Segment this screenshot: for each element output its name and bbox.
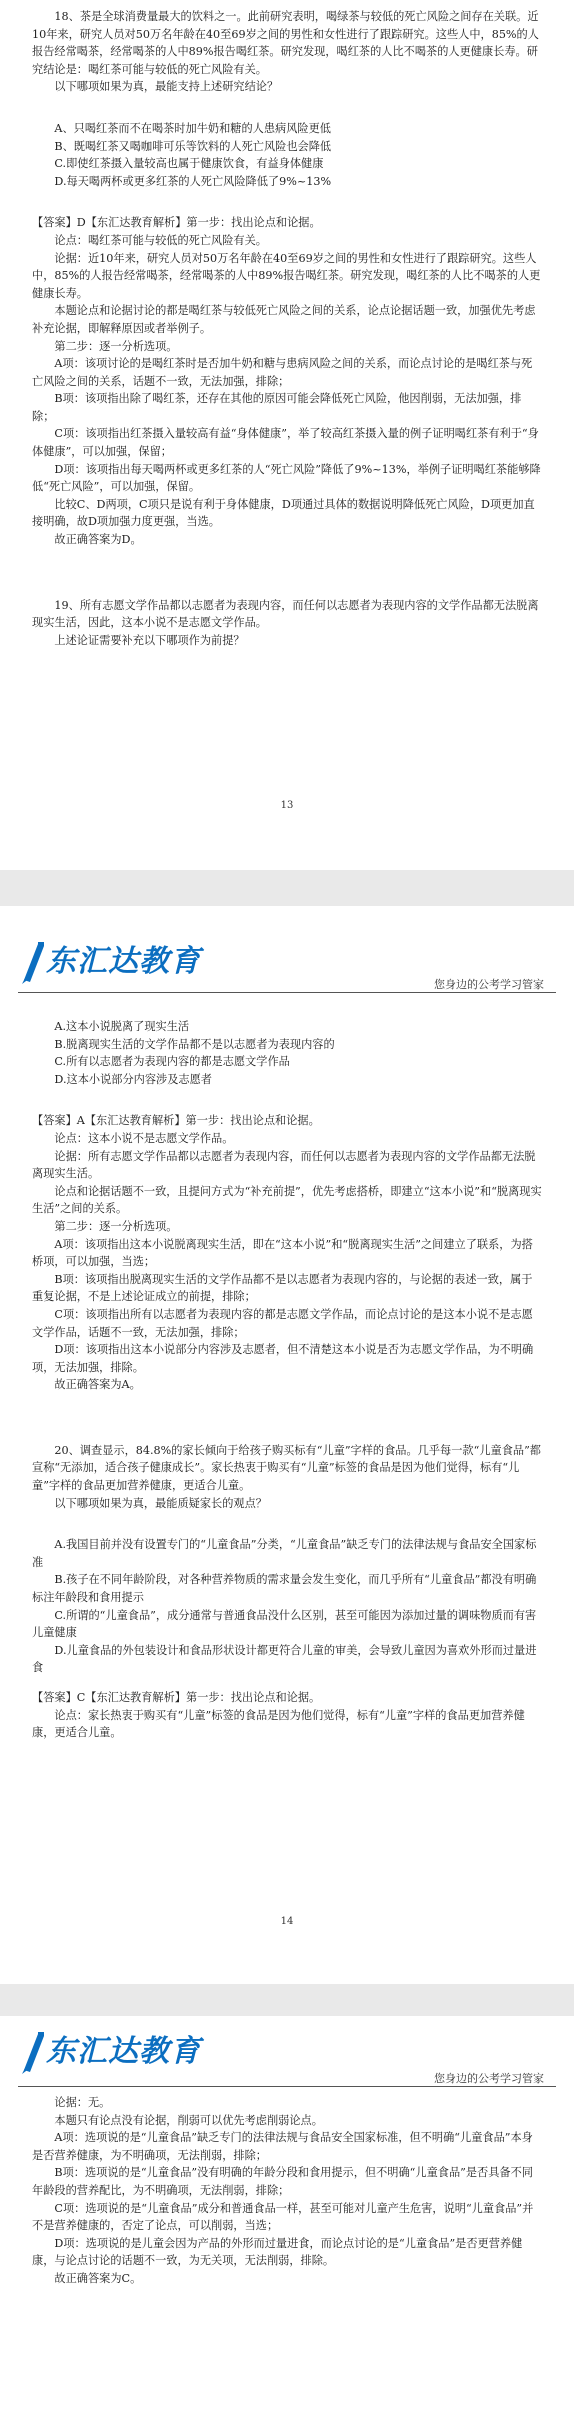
q18-option-a: A、只喝红茶而不在喝茶时加牛奶和糖的人患病风险更低 bbox=[54, 121, 331, 135]
pen-logo-icon bbox=[18, 940, 48, 984]
q19-answer-line: C项：该项指出所有以志愿者为表现内容的都是志愿文学作品，而论点讨论的是这本小说不是志愿文学作品，话题不一致，无法加强，排除； bbox=[32, 1307, 533, 1339]
q20-answer-header: 【答案】C【东汇达教育解析】第一步：找出论点和论据。 bbox=[32, 1691, 321, 1704]
q19-answer-header: 【答案】A【东汇达教育解析】第一步：找出论点和论据。 bbox=[32, 1114, 320, 1128]
q18-question: 以下哪项如果为真，最能支持上述研究结论？ bbox=[54, 80, 279, 94]
q20-option-c: C.所谓的“儿童食品”，成分通常与普通食品没什么区别，甚至可能因为添加过量的调味物质而有害儿童健康 bbox=[32, 1608, 537, 1640]
q20-answer-line: 本题只有论点没有论据，削弱可以优先考虑削弱论点。 bbox=[54, 2113, 323, 2127]
q20-answer-line: 故正确答案为C。 bbox=[54, 2271, 142, 2285]
q20-answer-line: A项：选项说的是“儿童食品”缺乏专门的法律法规与食品安全国家标准，但不明确“儿童食品”本身是否营养健康，为不明确项，无法削弱，排除； bbox=[32, 2131, 533, 2162]
q19-answer-line: 第二步：逐一分析选项。 bbox=[54, 1219, 178, 1233]
q19-option-b: B.脱离现实生活的文学作品都不是以志愿者为表现内容的 bbox=[54, 1037, 335, 1051]
brand-logo bbox=[18, 2030, 248, 2074]
q20-stem: 20、调查显示，84.8%的家长倾向于给孩子购买标有“儿童”字样的食品。几乎每一款“儿童食品”都宣称“无添加，适合孩子健康成长”。家长热衷于购买有“儿童”标签的食品是因为他们觉得，标有“儿童”字样的食品更加营养健康，更适合儿童。 bbox=[32, 1443, 541, 1493]
q18-option-c: C.即使红茶摄入量较高也属于健康饮食，有益身体健康 bbox=[54, 157, 324, 171]
q19-answer-line: 论点和论据话题不一致，且提问方式为“补充前提”，优先考虑搭桥，即建立“这本小说”和“脱离现实生活”之间的关系。 bbox=[32, 1184, 542, 1216]
q18-answer-line: 论据：近10年来，研究人员对50万名年龄在40至69岁之间的男性和女性进行了跟踪研究。这些人中，85%的人报告经常喝茶，经常喝茶的人中89%报告喝红茶。研究发现，喝红茶的人比不喝茶的人更健康长寿。 bbox=[32, 251, 541, 300]
header-divider bbox=[18, 2086, 556, 2087]
q20-question: 以下哪项如果为真，最能质疑家长的观点？ bbox=[54, 1496, 267, 1510]
q19-answer-line: B项：该项指出脱离现实生活的文学作品都不是以志愿者为表现内容的，与论据的表述一致，属于重复论据，不是上述论证成立的前提，排除； bbox=[32, 1272, 533, 1304]
q19-question: 上述论证需要补充以下哪项作为前提？ bbox=[54, 633, 245, 647]
brand-logo bbox=[18, 940, 248, 984]
q18-answer-line: A项：该项讨论的是喝红茶时是否加牛奶和糖与患病风险之间的关系，而论点讨论的是喝红茶与死亡风险之间的关系，话题不一致，无法加强，排除； bbox=[32, 357, 533, 388]
brand-slogan: 您身边的公考学习管家 bbox=[434, 978, 544, 991]
header-divider bbox=[18, 992, 556, 993]
q19-answer-line: 故正确答案为A。 bbox=[54, 1378, 141, 1392]
q18-answer-line: D项：该项指出每天喝两杯或更多红茶的人“死亡风险”降低了9%~13%，举例子证明喝红茶能够降低“死亡风险”，可以加强，保留。 bbox=[32, 462, 541, 494]
q20-option-a: A.我国目前并没有设置专门的“儿童食品”分类，“儿童食品”缺乏专门的法律法规与食品安全国家标准 bbox=[32, 1538, 537, 1569]
q18-answer-line: 本题论点和论据讨论的都是喝红茶与较低死亡风险之间的关系，论点论据话题一致，加强优先考虑补充论据，即解释原因或者举例子。 bbox=[32, 304, 536, 335]
q20-answer-line: 论点：家长热衷于购买有“儿童”标签的食品是因为他们觉得，标有“儿童”字样的食品更加营养健康，更适合儿童。 bbox=[32, 1708, 525, 1740]
brand-name: 东汇达教育 bbox=[46, 944, 201, 979]
q19-option-c: C.所有以志愿者为表现内容的都是志愿文学作品 bbox=[54, 1055, 290, 1069]
q18-answer-line: B项：该项指出除了喝红茶，还存在其他的原因可能会降低死亡风险，他因削弱，无法加强，排除； bbox=[32, 392, 522, 423]
q18-answer-line: 论点：喝红茶可能与较低的死亡风险有关。 bbox=[54, 233, 267, 247]
document-page-14 bbox=[0, 906, 574, 1984]
q19-answer-line: 论据：所有志愿文学作品都以志愿者为表现内容，而任何以志愿者为表现内容的文学作品都无法脱离现实生活。 bbox=[32, 1149, 536, 1181]
q18-answer-line: C项：该项指出红茶摄入量较高有益“身体健康”，举了较高红茶摄入量的例子证明喝红茶有利于“身体健康”，可以加强，保留； bbox=[32, 427, 539, 459]
q19-answer-line: 论点：这本小说不是志愿文学作品。 bbox=[54, 1131, 234, 1145]
brand-name: 东汇达教育 bbox=[46, 2034, 201, 2069]
page-number: 13 bbox=[280, 800, 294, 811]
document-page-13 bbox=[0, 0, 574, 870]
q20-answer-line: B项：选项说的是“儿童食品”没有明确的年龄分段和食用提示，但不明确“儿童食品”是否具备不同年龄段的营养配比，为不明确项，无法削弱，排除； bbox=[32, 2166, 533, 2197]
q18-answer-line: 第二步：逐一分析选项。 bbox=[54, 339, 178, 353]
q20-answer-line: 论据：无。 bbox=[54, 2096, 111, 2109]
page-15-body bbox=[32, 2094, 542, 2288]
q20-option-b: B.孩子在不同年龄阶段，对各种营养物质的需求量会发生变化，而几乎所有“儿童食品”都没有明确标注年龄段和食用提示 bbox=[32, 1573, 537, 1605]
q20-option-d: D.儿童食品的外包装设计和食品形状设计都更符合儿童的审美，会导致儿童因为喜欢外形而过量进食 bbox=[32, 1643, 537, 1675]
q19-option-d: D.这本小说部分内容涉及志愿者 bbox=[54, 1072, 212, 1086]
page-header bbox=[0, 906, 574, 1006]
q19-answer-line: A项：该项指出这本小说脱离现实生活，即在“这本小说”和“脱离现实生活”之间建立了联系，为搭桥项，可以加强，当选； bbox=[32, 1237, 533, 1269]
page-13-body bbox=[32, 8, 542, 649]
q18-option-d: D.每天喝两杯或更多红茶的人死亡风险降低了9%~13% bbox=[54, 174, 332, 188]
q18-stem: 18、茶是全球消费量最大的饮料之一。此前研究表明，喝绿茶与较低的死亡风险之间存在关联。近10年来，研究人员对50万名年龄在40至69岁之间的男性和女性进行了跟踪研究。这些人中，85%的人报告经常喝茶，经常喝茶的人中89%报告喝红茶。研究发现，喝红茶的人比不喝茶的人更健康长寿。研究结论是：喝红茶可能与较低的死亡风险有关。 bbox=[32, 10, 539, 76]
q20-answer-line: C项：选项说的是“儿童食品”成分和普通食品一样，甚至可能对儿童产生危害，说明“儿童食品”并不是营养健康的，否定了论点，可以削弱，当选； bbox=[32, 2201, 534, 2233]
document-page-15 bbox=[0, 2016, 574, 2409]
q18-answer-header: 【答案】D【东汇达教育解析】第一步：找出论点和论据。 bbox=[32, 216, 321, 230]
brand-slogan: 您身边的公考学习管家 bbox=[434, 2072, 544, 2085]
page-number: 14 bbox=[280, 1916, 294, 1927]
q19-answer-line: D项：该项指出这本小说部分内容涉及志愿者，但不清楚这本小说是否为志愿文学作品，为不明确项，无法加强，排除。 bbox=[32, 1343, 534, 1374]
q19-option-a: A.这本小说脱离了现实生活 bbox=[54, 1020, 190, 1033]
q19-stem: 19、所有志愿文学作品都以志愿者为表现内容，而任何以志愿者为表现内容的文学作品都无法脱离现实生活，因此，这本小说不是志愿文学作品。 bbox=[32, 598, 539, 630]
q18-option-b: B、既喝红茶又喝咖啡可乐等饮料的人死亡风险也会降低 bbox=[54, 139, 332, 153]
pen-logo-icon bbox=[18, 2030, 48, 2074]
q18-answer-line: 比较C、D两项，C项只是说有利于身体健康，D项通过具体的数据说明降低死亡风险，D项更加直接明确，故D项加强力度更强，当选。 bbox=[32, 497, 535, 529]
q18-answer-line: 故正确答案为D。 bbox=[54, 533, 142, 547]
page-14-body bbox=[32, 1018, 542, 1742]
q20-answer-line: D项：选项说的是儿童会因为产品的外形而过量进食，而论点讨论的是“儿童食品”是否更营养健康，与论点讨论的话题不一致，为无关项，无法削弱，排除。 bbox=[32, 2236, 523, 2268]
